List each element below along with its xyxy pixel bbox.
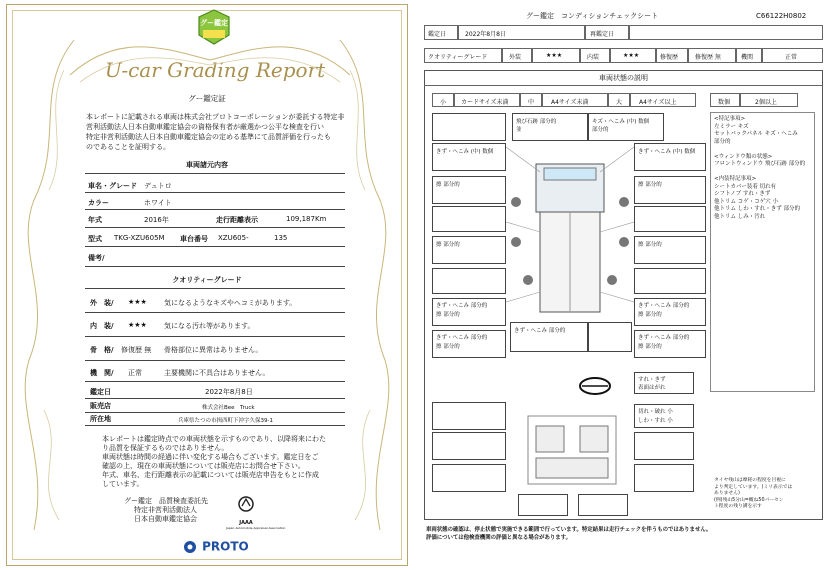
damage-box-empty-6 [588, 322, 632, 352]
count-label: 数個 [710, 93, 740, 107]
size-small-desc: カードサイズ未満 [454, 93, 520, 107]
interior-box-5 [634, 464, 694, 492]
grade-label-cell: クオリティーグレード [424, 48, 502, 63]
damage-front-top: キズ・ヘこみ (中) 数個 部分的 [588, 113, 664, 141]
damage-box-empty-2 [432, 206, 506, 232]
badge-text: グー鑑定 [200, 19, 228, 27]
damage-box-empty-1 [432, 113, 506, 141]
mileage-label: 走行距離表示 [216, 216, 258, 224]
address-value: 兵庫県たつの市揖西町下沖字久保39-1 [178, 418, 273, 424]
exterior-value-cell: ★★★ [532, 48, 580, 63]
year-value: 2016年 [144, 216, 169, 224]
damage-rr-corner: きず・へこみ 部分的 擦 部分的 [634, 330, 706, 358]
engine-label-cell: 機関 [736, 48, 762, 63]
color-value: ホワイト [144, 199, 172, 207]
org-text: グー鑑定 品質検査委託先 特定非営利活動法人 日本自動車鑑定協会 [124, 497, 208, 523]
damage-box-empty-5 [634, 268, 706, 294]
damage-lf-door: きず・へこみ (中) 数個 [432, 143, 506, 171]
interior-value-cell: ★★★ [610, 48, 656, 63]
reappraisal-value-cell [629, 25, 823, 40]
color-label: カラー [88, 199, 109, 207]
damage-rf-door: きず・へこみ (中) 数個 [634, 143, 706, 171]
interior-box-7 [578, 494, 628, 516]
dealer-label: 販売店 [90, 402, 111, 410]
intro-text: 本レポートに記載される車両は株式会社プロトコーポレーションが委託する特定非 営利活動法人日本自動車鑑定協会の資格保有者が厳選かつ公平な検査を行い 特定非営利活動法人日本自動車鑑定協会の定める基準にて品質評価を行ったも のであることを証明する。 [86, 113, 345, 151]
ribbon-ornament [60, 20, 360, 90]
name-value: デュトロ [144, 182, 172, 190]
size-large: 大 [608, 93, 630, 107]
report-title: U-car Grading Report [104, 58, 326, 82]
size-mid: 中 [520, 93, 542, 107]
size-mid-desc: A4サイズ未満 [542, 93, 608, 107]
chassis-value: XZU605- [218, 234, 249, 242]
engine-value-cell: 正常 [762, 48, 823, 63]
size-small: 小 [432, 93, 454, 107]
truck-diagram [506, 142, 634, 322]
damage-box-empty-4 [432, 268, 506, 294]
interior-box-1 [432, 402, 506, 430]
exterior-label-cell: 外装 [502, 48, 532, 63]
damage-r-side2: 擦 部分的 [634, 236, 706, 264]
count-value: 2個以上 [740, 93, 798, 107]
notice-text: 本レポートは鑑定時点での車両状態を示すものであり、以降将来にわた り品質を保証するものではありません。 車両状態は時間の経過に伴い変化する場合もございます。鑑定日をご 確認の上、現在の車両状態については販売店にお問合せ下さい。 年式、車名、走行距離表示の記載については販売店申告をもとに作成 しています。 [102, 435, 326, 488]
name-label: 車名・グレード [88, 182, 137, 190]
appraisal-value: 2022年8月8日 [205, 388, 253, 396]
damage-l-side1: 擦 部分的 [432, 176, 506, 204]
date-label-cell: 鑑定日 [424, 25, 458, 40]
left-flourish [14, 30, 84, 550]
condition-header: 車両状態の説明 [599, 74, 648, 82]
quality-header: クオリティーグレード [172, 276, 242, 284]
sheet-footer: 車両状態の確認は、停止状態で実施できる範囲で行っています。特定結果は走行チェックを伴うものではありません。 評価については他検査機関の評価と異なる場合があります。 [426, 527, 712, 541]
model-label: 型式 [88, 235, 102, 243]
interior-seat-diagram [522, 412, 622, 488]
size-large-desc: A4サイズ以上 [630, 93, 696, 107]
mileage-value: 109,187Km [286, 215, 327, 223]
damage-lr-corner: きず・へこみ 部分的 擦 部分的 [432, 330, 506, 358]
note-label: 備考/ [88, 254, 105, 262]
proto-logo: PROTO [183, 536, 249, 555]
steering-wheel-icon [578, 376, 612, 396]
model-value: TKG-XZU605M [114, 234, 165, 242]
right-flourish [330, 30, 400, 550]
date-value-cell: 2022年8月8日 [458, 25, 585, 40]
interior-box-3 [432, 464, 506, 492]
damage-box-empty-3 [634, 206, 706, 232]
appraisal-label: 鑑定日 [90, 388, 111, 396]
repair-value-cell: 修復歴 無 [688, 48, 736, 63]
damage-rr-panel: きず・へこみ 部分的 擦 部分的 [634, 298, 706, 326]
damage-rear: きず・へこみ 部分的 [510, 322, 588, 352]
damage-r-side1: 擦 部分的 [634, 176, 706, 204]
damage-seat: 切れ・破れ 小 しわ・すれ 小 [634, 404, 694, 428]
damage-front-glass: 飛び石跡 部分的 並 [512, 113, 588, 141]
interior-box-2 [432, 432, 506, 460]
interior-box-6 [518, 494, 568, 516]
spec-header: 車両諸元内容 [186, 161, 228, 169]
jaaa-logo: JAAA Japan Automobile Appraisal Association [226, 496, 266, 532]
damage-l-side2: 擦 部分的 [432, 236, 506, 264]
damage-lr-panel: きず・へこみ 部分的 擦 部分的 [432, 298, 506, 326]
damage-steering: すれ・きず 表面はがれ [634, 372, 694, 394]
sheet-title: グー鑑定 コンディションチェックシート [526, 12, 659, 20]
condition-check-sheet [418, 0, 829, 570]
tire-note: タイヤ残山は摩耗の程度を目視に より判定しています。(ミリ表示では ありません) (例)残山5分山=概ね50パーセン ト程度の残り溝を示す [714, 478, 793, 509]
reappraisal-label-cell: 再鑑定日 [585, 25, 629, 40]
special-notes-box: <特記事項> 左ミラー キズ セットバックパネル キズ・ヘこみ 部分的 <ウィンドウ類の状態> フロントウィンドウ 飛び石跡 部分的 <内装特記事項> シートカバー装着 切れ有 シフトノブ すれ・きず 他トリム コゲ・コゲ穴 小 他トリム しわ・すれ・きず 部分的 他トリム しみ・汚れ [710, 112, 815, 392]
repair-label-cell: 修復歴 [656, 48, 688, 63]
report-subtitle: グー鑑定証 [188, 94, 226, 103]
sheet-code: C66122H0802 [756, 12, 807, 20]
dealer-value: 株式会社Bee Truck [202, 405, 255, 411]
chassis-label: 車台番号 [180, 235, 208, 243]
interior-box-4 [634, 432, 694, 460]
interior-label-cell: 内装 [580, 48, 610, 63]
address-label: 所在地 [90, 415, 111, 423]
year-label: 年式 [88, 216, 102, 224]
grading-certificate: グー鑑定 U-car Grading Report グー鑑定証 本レポートに記載される車両は株式会社プロトコーポレーションが委託する特定非 営利活動法人日本自動車鑑定協会の資格保有者が厳選かつ公平な検査を行い 特定非営利活動法人日本自動車鑑定協会の定める基準にて品質評価を行ったも のであることを証明する。 車両諸元内容 車名・グレード デュトロ カラー ホワイト 年式 2016年 走行距離表示 109,187Km 型式 TKG-XZU605M 車台番号 XZU605- 135 備考/ クオリティーグレード 外 装/ ★★★ 気になるようなキズやヘコミがあります。 内 装/ ★★★ 気になる汚れ等があります。 骨 格/ 修復歴 無 骨格部位に異常はありません。 機 関/ 正常 主要機関に不具合はありません。 鑑定日 2022年8月8日 販売店 株式会社Bee Truck 所在地 兵庫県たつの市揖西町下沖字久保39-1 本レポートは鑑定時点での車両状態を示すものであり、以降将来にわた り品質を保証するものではありません。 車両状態は時間の経過に伴い変化する場合もございます。鑑定日をご 確認の上、現在の車両状態については販売店にお問合せ下さい。 年式、車名、走行距離表示の記載については販売店申告をもとに作成 しています。 グー鑑定 品質検査委託先 特定非営利活動法人 日本自動車鑑定協会 JAAA Japan Automobile Appraisal Association PROTO [0, 0, 414, 570]
chassis-suffix: 135 [274, 234, 288, 242]
